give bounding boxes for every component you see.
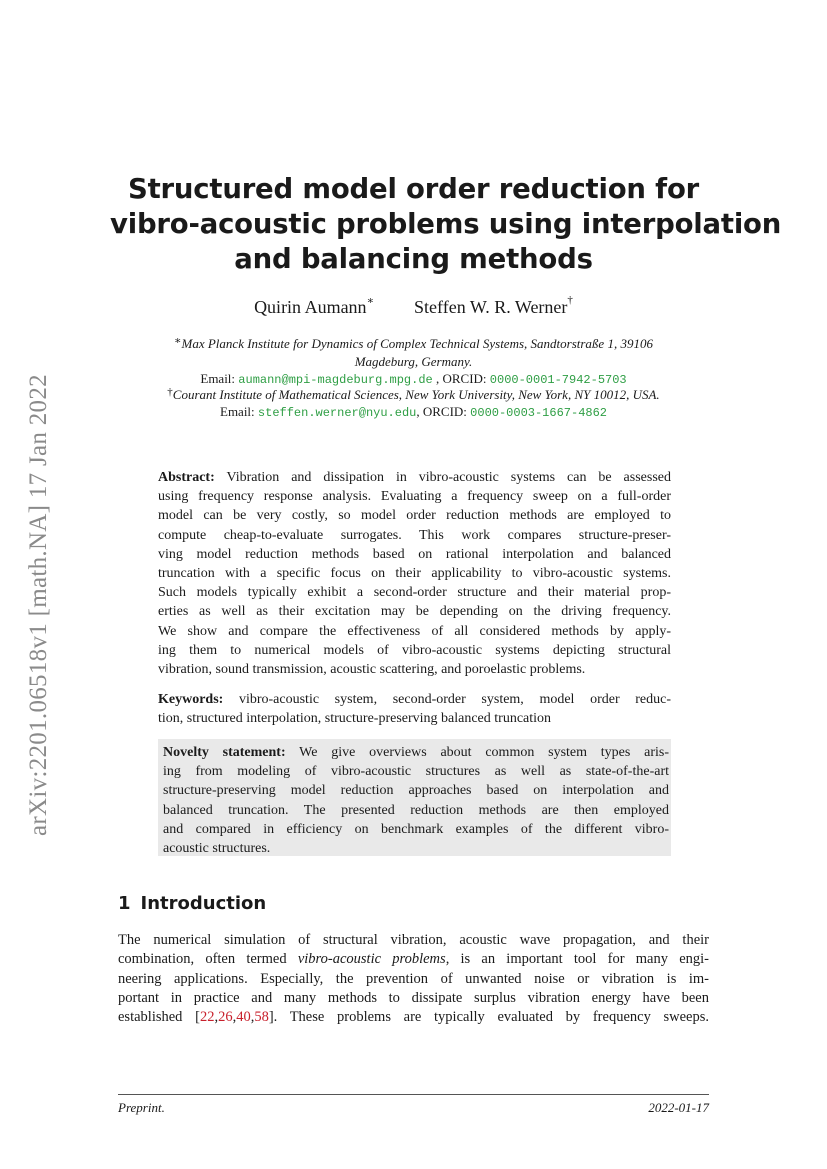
author <box>414 294 573 317</box>
body-line: neering applications. Especially, the prevention of unwanted noise or vibration is im- <box>118 970 709 987</box>
abstract-line: Such models typically exhibit a second-order structure and their material prop- <box>158 585 671 601</box>
keywords-label: Keywords: <box>158 692 224 707</box>
title-line: vibro-acoustic problems using interpolation <box>110 208 782 240</box>
novelty-statement-box <box>158 739 671 856</box>
affiliation-mark: † <box>167 386 173 398</box>
footer-date: 2022-01-17 <box>648 1100 709 1115</box>
paper-title <box>110 172 782 277</box>
author-mark: † <box>567 294 573 306</box>
affiliation-text: Magdeburg, Germany. <box>354 354 473 369</box>
abstract-line: vibration, sound transmission, acoustic scattering, and poroelastic problems. <box>158 662 586 678</box>
affiliation-1 <box>110 335 717 353</box>
novelty-line: ing from modeling of vibro-acoustic structures as well as state-of-the-art <box>163 764 669 780</box>
footer-preprint-label: Preprint. <box>118 1100 165 1115</box>
body-line: combination, often termed vibro-acoustic problems, is an important tool for many engi- <box>118 951 710 968</box>
section-number: 1 <box>118 893 131 914</box>
keywords-line: tion, structured interpolation, structure-preserving balanced truncation <box>158 711 552 727</box>
orcid-label: , ORCID: <box>416 404 467 419</box>
abstract-line: ving model reduction methods based on rational interpolation and balanced <box>158 546 671 562</box>
abstract-line: compute cheap-to-evaluate surrogates. This work compares structure-preser- <box>158 527 671 543</box>
arxiv-identifier-stamp: arXiv:2201.06518v1 [math.NA] 17 Jan 2022 <box>25 374 52 836</box>
keywords <box>158 690 671 728</box>
novelty-line: and compared in efficiency on benchmark examples of the different vibro- <box>163 821 669 837</box>
novelty-label: Novelty statement: <box>163 745 286 760</box>
abstract-line: Abstract: Vibration and dissipation in vibro-acoustic systems can be assessed <box>158 470 671 485</box>
email-link[interactable]: aumann@mpi-magdeburg.mpg.de <box>238 373 433 387</box>
body-line: established [22,26,40,58]. These problems are typically evaluated by frequency sweeps. <box>118 1009 710 1026</box>
novelty-line: balanced truncation. The presented reduction methods are then employed <box>163 802 669 818</box>
citation-link[interactable]: 22 <box>199 1009 215 1026</box>
footer-rule <box>118 1094 709 1095</box>
email-label: Email: <box>200 371 236 386</box>
author-name: Quirin Aumann <box>254 297 367 317</box>
abstract-line: using frequency response analysis. Evaluating a frequency sweep on a full-order <box>158 489 671 505</box>
section-title: Introduction <box>140 893 267 914</box>
body-line: The numerical simulation of structural vibration, acoustic wave propagation, and their <box>118 932 709 948</box>
affiliation-text: Courant Institute of Mathematical Sciences, New York University, New York, NY 10012, USA. <box>172 387 660 402</box>
orcid-link[interactable]: 0000-0001-7942-5703 <box>489 373 627 387</box>
affiliation-2 <box>110 386 717 404</box>
abstract <box>158 468 671 679</box>
body-line: portant in practice and many methods to dissipate surplus vibration energy have been <box>118 989 709 1006</box>
author-list <box>0 294 827 318</box>
affiliation-mark: ∗ <box>174 335 182 347</box>
affiliation-text: Max Planck Institute for Dynamics of Complex Technical Systems, Sandtorstraße 1, 39106 <box>181 336 653 351</box>
novelty-line: Novelty statement: We give overviews about common system types aris- <box>163 745 669 760</box>
email-link[interactable]: steffen.werner@nyu.edu <box>257 406 417 420</box>
keywords-line: Keywords: vibro-acoustic system, second-order system, model order reduc- <box>158 692 671 707</box>
author <box>254 297 374 317</box>
affiliation-1-continued <box>110 353 717 371</box>
author-name: Steffen W. R. Werner <box>414 297 568 317</box>
citation-link[interactable]: 26 <box>218 1009 233 1026</box>
emphasized-term: vibro-acoustic problems <box>297 951 446 968</box>
introduction-paragraph <box>118 931 709 1027</box>
abstract-line: We show and compare the effectiveness of all considered methods by apply- <box>158 623 671 639</box>
novelty-line: structure-preserving model reduction approaches based on interpolation and <box>163 783 669 799</box>
author-mark: ∗ <box>366 295 375 307</box>
orcid-link[interactable]: 0000-0003-1667-4862 <box>470 406 607 420</box>
contact-line-2 <box>110 403 717 422</box>
orcid-label: , ORCID: <box>435 371 487 386</box>
abstract-line: erties as well as their excitation may be depending on the driving frequency. <box>158 604 671 620</box>
abstract-line: ing them to numerical models of vibro-acoustic systems depicting structural <box>158 642 671 658</box>
abstract-line: model can be very costly, so model order reduction methods are employed to <box>158 508 671 524</box>
email-label: Email: <box>220 404 255 419</box>
section-heading <box>118 893 266 914</box>
citation-link[interactable]: 40 <box>236 1009 251 1026</box>
novelty-line: acoustic structures. <box>163 841 271 857</box>
title-line: and balancing methods <box>234 243 593 275</box>
abstract-line: truncation with a specific focus on their applicability to vibro-acoustic systems. <box>158 566 671 582</box>
citation-link[interactable]: 58 <box>254 1009 269 1026</box>
title-line: Structured model order reduction for <box>127 173 699 205</box>
abstract-label: Abstract: <box>158 470 215 485</box>
